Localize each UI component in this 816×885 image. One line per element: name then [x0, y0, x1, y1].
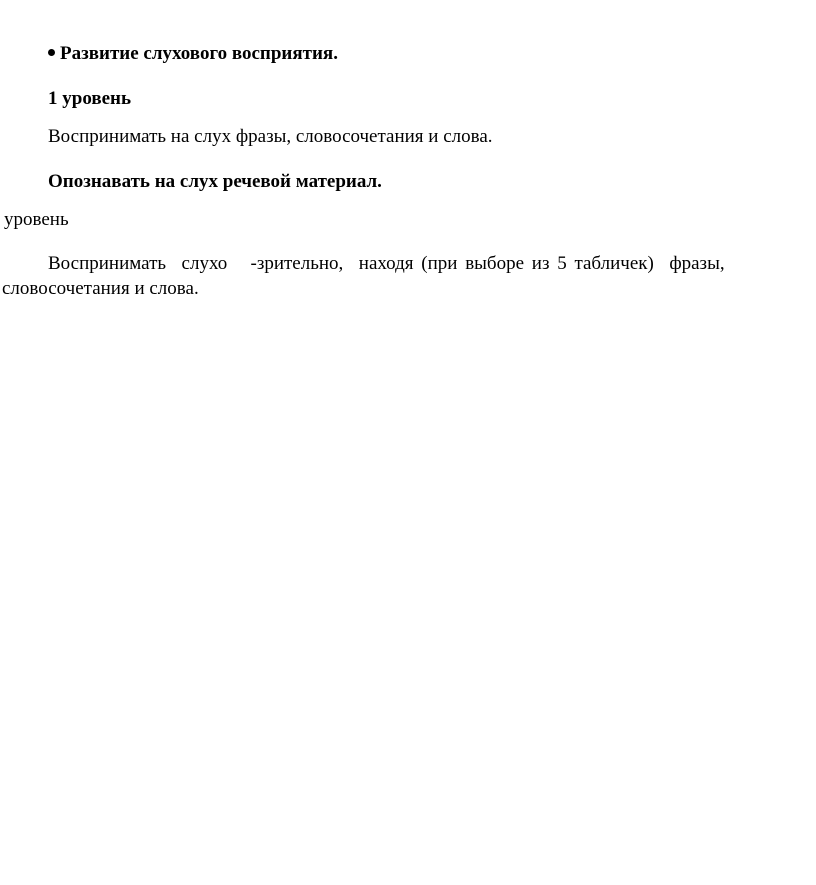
section-heading — [48, 43, 338, 65]
level-2-text-line-1: Воспринимать слухо -зрительно, находя (при выборе из 5 табличек) фразы, — [48, 253, 725, 274]
section-heading-text: Развитие слухового восприятия. — [60, 43, 338, 64]
level-1-bold-text: Опознавать на слух речевой материал. — [48, 171, 382, 192]
level-1-title: 1 уровень — [48, 88, 132, 109]
level-2-title: уровень — [4, 209, 69, 230]
level-2-text-line-2: словосочетания и слова. — [2, 278, 199, 299]
level-1-text: Воспринимать на слух фразы, словосочетания и слова. — [48, 126, 493, 147]
bullet-icon — [48, 49, 55, 56]
